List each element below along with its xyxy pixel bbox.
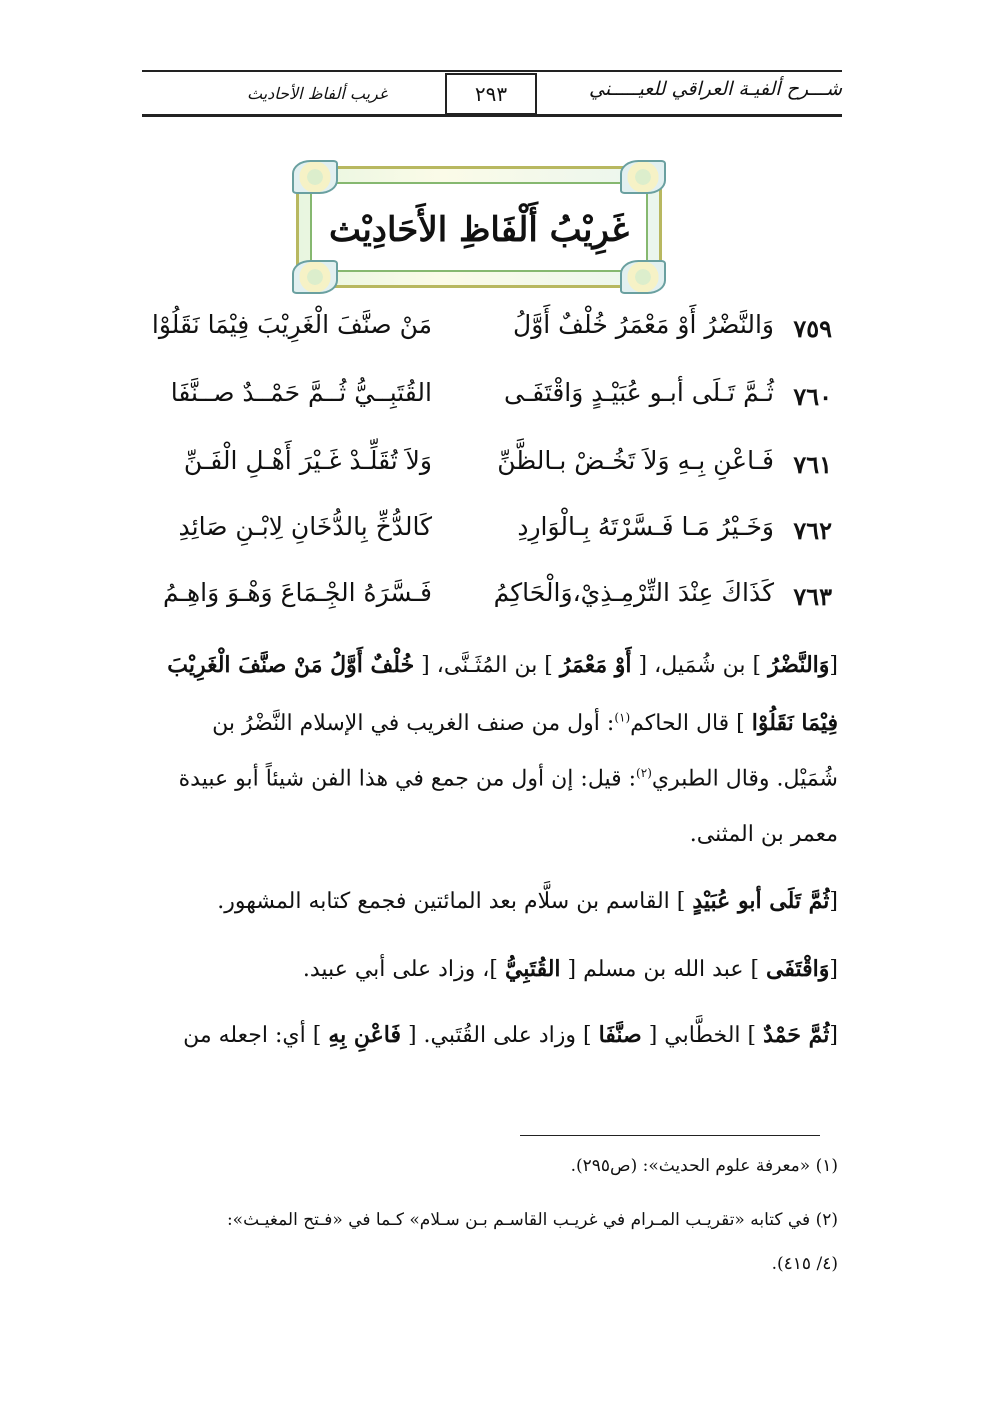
commentary-line — [142, 822, 838, 847]
commentary-text: ] وزاد على القُتَبي. [ — [400, 1023, 599, 1048]
commentary-text: ] الخطَّابي [ — [641, 1023, 764, 1048]
quoted-verse-text: ثُمَّ حَمْدٌ — [763, 1022, 830, 1048]
quoted-verse-text: فَاعْنِ بِهِ — [328, 1022, 401, 1048]
ornament-corner-icon — [620, 160, 666, 194]
commentary-line: [ثُمَّ حَمْدٌ ] الخطَّابي [ صنَّفَا ] وزاد على القُتَبي. [ فَاعْنِ بِهِ ] أي: اجعله من — [183, 1022, 838, 1048]
verse-first-hemistich: ثُـمَّ تَـلَى أبـو عُبَيْـدٍ وَاقْتَفَـى — [503, 378, 774, 407]
footnote-2-continuation: (٤/ ٤١٥). — [771, 1254, 838, 1274]
quoted-verse-text: القُتَبِيُّ — [504, 956, 561, 982]
commentary-text: ] عبد الله بن مسلم [ — [560, 957, 767, 982]
verse-second-hemistich: القُتَبِــيُّ ثُــمَّ حَمْــدٌ صــنَّفَا — [170, 378, 432, 407]
commentary-line: [وَاقْتَفَى ] عبد الله بن مسلم [ القُتَبِيُّ ]، وزاد على أبي عبيد. — [302, 956, 838, 982]
quoted-verse-text: ثُمَّ تَلَى أبو عُبَيْدٍ — [692, 888, 830, 914]
verse-number: ٧٦٠ — [793, 382, 832, 411]
footnote-1: (١) «معرفة علوم الحديث»: (ص٢٩٥). — [570, 1156, 838, 1176]
verse-row — [142, 578, 832, 622]
quoted-verse-text: فِيْمَا نَقَلُوْا — [751, 710, 838, 736]
chapter-title: غريب ألفاظ الأحاديث — [247, 84, 388, 103]
verse-row — [142, 512, 832, 556]
verse-first-hemistich: وَخَـيْرُ مَـا فَـسَّرْتَهُ بِـالْوَارِدِ — [517, 512, 774, 541]
commentary-text: : أول من صنف الغريب في الإسلام النَّضْرُ بن — [212, 711, 615, 736]
commentary-text: ] بن شُمَيل، [ — [631, 653, 769, 678]
verse-number: ٧٥٩ — [793, 314, 832, 343]
footnote-separator — [520, 1135, 820, 1136]
quoted-verse-text: صنَّفَا — [598, 1022, 642, 1048]
section-title-ornament — [296, 166, 662, 288]
header-rule-bottom — [142, 114, 842, 117]
verse-row — [142, 310, 832, 354]
verse-first-hemistich: فَـاعْنِ بِـهِ وَلاَ تَخُـضْ بـالظَّنِّ — [497, 446, 774, 475]
verse-second-hemistich: مَنْ صنَّفَ الْغَرِيْبَ فِيْمَا نَقَلُوْا — [151, 310, 432, 339]
commentary-line — [142, 710, 838, 736]
running-header — [142, 70, 842, 118]
commentary-text: ] قال الحاكم — [630, 711, 752, 736]
commentary-line: [وَالنَّضْرُ ] بن شُمَيل، [ أَوْ مَعْمَرُ ] بن المُثَـنَّى، [ خُلْفٌ أَوَّلُ مَنْ صنَّفَ الْغَرِيْبَ — [167, 652, 838, 678]
commentary-text: ] القاسم بن سلَّام بعد المائتين فجمع كتابه المشهور. — [217, 889, 693, 914]
verse-number: ٧٦٣ — [793, 582, 832, 611]
commentary-line — [142, 766, 838, 791]
verse-second-hemistich: كَالدُّخِّ بِالدُّخَانِ لِابْـنِ صَائِدِ — [178, 512, 432, 541]
quoted-verse-text: وَاقْتَفَى — [766, 956, 830, 982]
verse-number: ٧٦٢ — [793, 516, 832, 545]
verse-row — [142, 446, 832, 490]
commentary-text: شُمَيْل. وقال الطبري — [651, 766, 838, 792]
quoted-verse-text: وَالنَّضْرُ — [768, 652, 830, 678]
quoted-verse-text: أَوْ مَعْمَرُ — [559, 652, 632, 678]
book-title: شـــرح ألفيـة العراقي للعيـــــني — [589, 78, 842, 100]
ornament-corner-icon — [620, 260, 666, 294]
commentary-text: ]، وزاد على أبي عبيد. — [302, 957, 505, 982]
ornament-corner-icon — [292, 260, 338, 294]
header-rule-top — [142, 70, 842, 72]
verse-first-hemistich: وَالنَّضْرُ أَوْ مَعْمَرُ خُلْفٌ أَوَّلُ — [513, 310, 774, 339]
verse-row — [142, 378, 832, 422]
verse-second-hemistich: وَلاَ تُقَلِّـدْ غَـيْرَ أَهْـلِ الْفَـنِّ — [183, 446, 432, 475]
commentary-text: معمر بن المثنى. — [689, 822, 838, 847]
footnote-2: (٢) في كتابه «تقريـب المـرام في غريـب القاسـم بـن سـلام» كـما في «فـتح المغيـث»: — [226, 1210, 838, 1230]
quoted-verse-text: خُلْفٌ أَوَّلُ مَنْ صنَّفَ الْغَرِيْبَ — [167, 652, 415, 678]
commentary-text: ] بن المُثَـنَّى، [ — [414, 653, 560, 678]
commentary-line: [ثُمَّ تَلَى أبو عُبَيْدٍ ] القاسم بن سلَّام بعد المائتين فجمع كتابه المشهور. — [217, 888, 838, 914]
commentary-text: : قيل: إن أول من جمع في هذا الفن شيئاً أبو عبيدة — [178, 766, 637, 792]
footnote-ref: (١) — [614, 710, 631, 725]
ornament-corner-icon — [292, 160, 338, 194]
verse-first-hemistich: كَذَاكَ عِنْدَ التِّرْمِـذِيْ،وَالْحَاكِمُ — [493, 578, 774, 607]
page-number: ٢٩٣ — [445, 73, 537, 115]
verse-number: ٧٦١ — [793, 450, 832, 479]
footnote-ref: (٢) — [636, 766, 652, 780]
verse-second-hemistich: فَـسَّرَهُ الجِْـمَاعَ وَهْـوَ وَاهِـمُ — [163, 578, 432, 607]
section-title: غَرِيْبُ أَلْفَاظِ الأَحَادِيْث — [328, 210, 630, 250]
commentary-text: ] أي: اجعله من — [183, 1023, 329, 1048]
